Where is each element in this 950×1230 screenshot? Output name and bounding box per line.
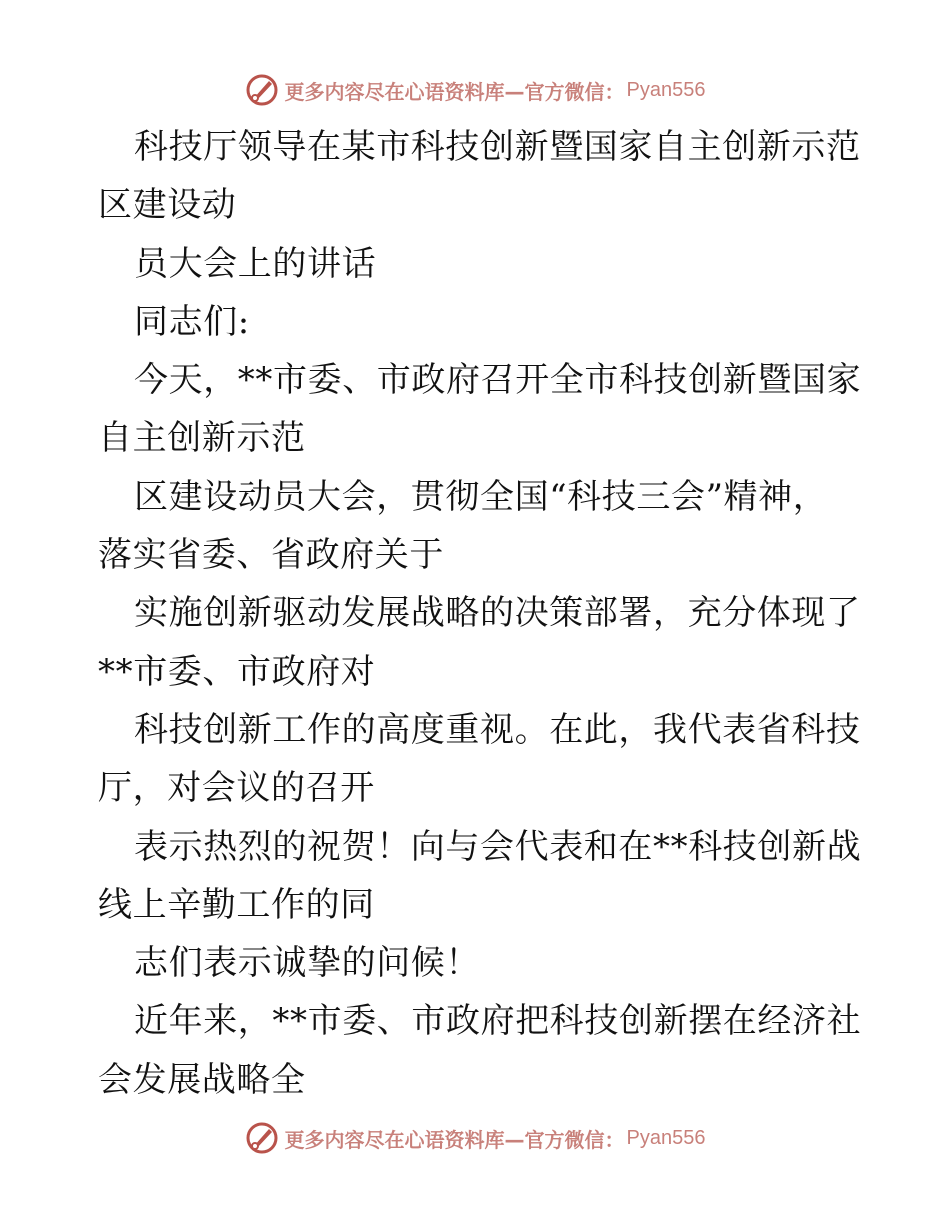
- text-line: 会发展战略全: [98, 1059, 306, 1100]
- text-line: 员大会上的讲话: [134, 243, 377, 284]
- quill-logo-icon: [245, 1121, 279, 1155]
- text-line: **市委、市政府对: [98, 651, 376, 692]
- text-line: 同志们:: [134, 301, 250, 342]
- text-line: 实施创新驱动发展战略的决策部署，充分体现了: [134, 593, 861, 634]
- watermark-wechat-id: Pyan556: [626, 1126, 706, 1149]
- text-line: 落实省委、省政府关于: [98, 535, 444, 576]
- text-line: 志们表示诚挚的问候！: [134, 943, 480, 984]
- watermark-text: 更多内容尽在心语资料库—官方微信：: [284, 1127, 625, 1152]
- header-watermark: [0, 70, 950, 110]
- text-line: 自主创新示范: [98, 418, 306, 459]
- watermark-text: 更多内容尽在心语资料库—官方微信：: [284, 79, 625, 104]
- watermark-wechat-id: Pyan556: [626, 78, 706, 101]
- document-body: [98, 118, 862, 1109]
- text-line: 表示热烈的祝贺！向与会代表和在**科技创新战: [134, 826, 862, 867]
- text-line: 线上辛勤工作的同: [98, 884, 375, 925]
- quill-logo-icon: [245, 73, 279, 107]
- text-line: 厅，对会议的召开: [98, 768, 375, 809]
- text-line: 科技创新工作的高度重视。在此，我代表省科技: [134, 709, 861, 750]
- footer-watermark: [0, 1118, 950, 1158]
- text-line: 区建设动: [98, 185, 237, 226]
- text-line: 区建设动员大会，贯彻全国“科技三会”精神，: [134, 476, 828, 517]
- text-line: 科技厅领导在某市科技创新暨国家自主创新示范: [134, 127, 861, 167]
- text-line: 近年来，**市委、市政府把科技创新摆在经济社: [134, 1001, 862, 1042]
- text-line: 今天，**市委、市政府召开全市科技创新暨国家: [134, 360, 862, 401]
